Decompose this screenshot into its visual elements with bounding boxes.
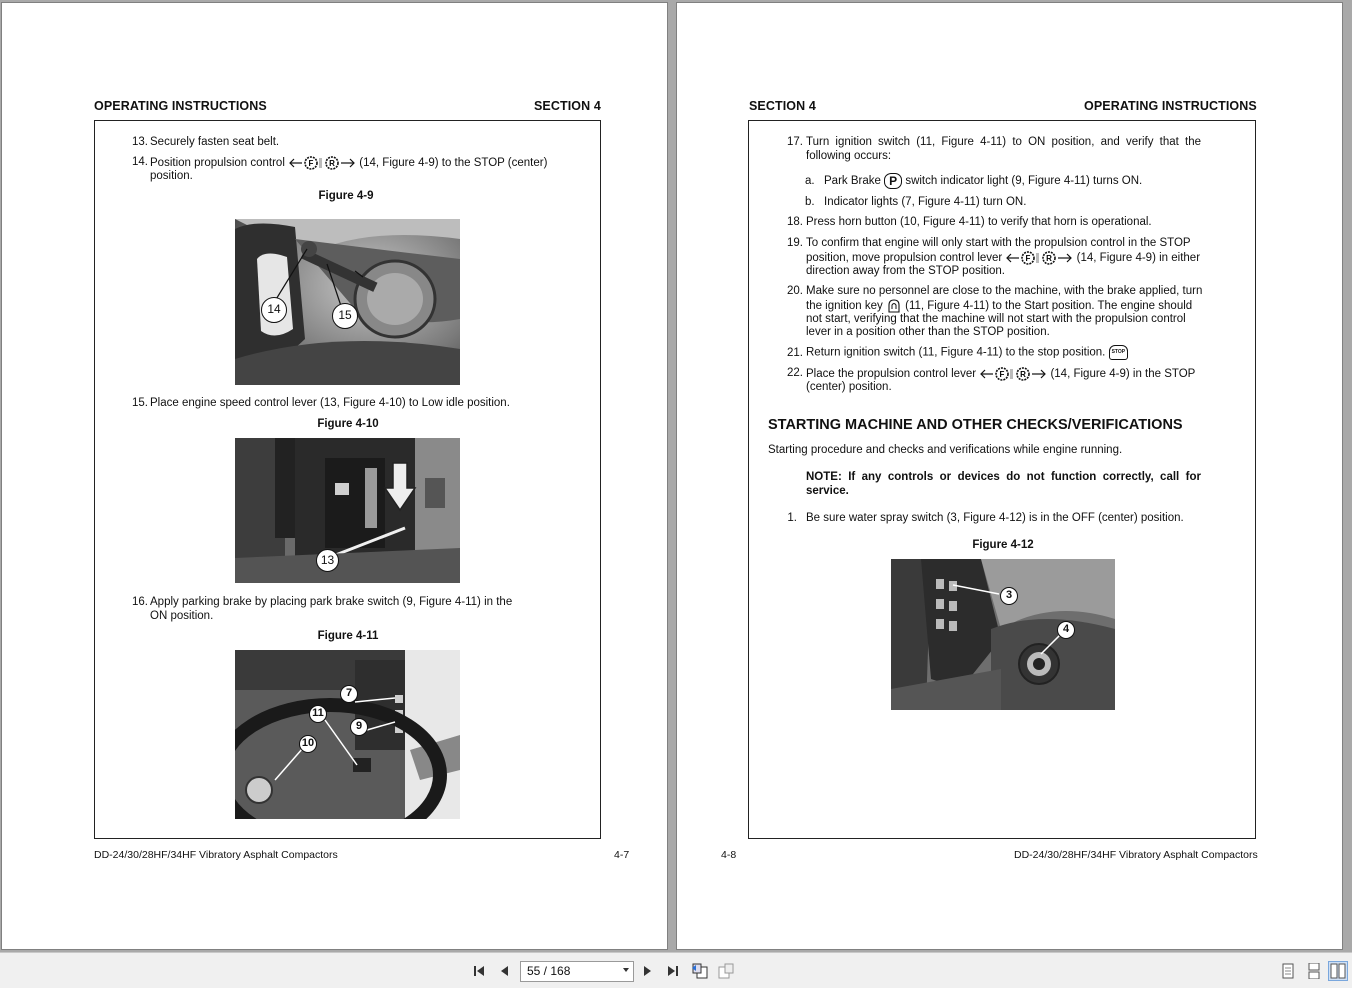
item-text-continued: the ignition key (11, Figure 4-11) to the Start position. The engine should [806, 300, 1193, 313]
next-page-button[interactable] [638, 961, 658, 981]
page-4-7 [1, 2, 668, 950]
next-page-icon [642, 964, 654, 978]
header-left: SECTION 4 [749, 99, 816, 113]
forward-view-icon [717, 963, 735, 979]
figure-caption: Figure 4-9 [318, 190, 374, 202]
page-4-8 [676, 2, 1343, 950]
item-number: 13. [132, 136, 148, 148]
header-right: OPERATING INSTRUCTIONS [1084, 99, 1257, 113]
go-forward-view-button[interactable] [716, 961, 736, 981]
section-intro: Starting procedure and checks and verifications while engine running. [768, 444, 1123, 456]
figure-4-9-image [235, 219, 460, 385]
svg-text:F: F [999, 370, 1005, 379]
figure-4-10-image [235, 438, 460, 583]
item-text-continued: not start, verifying that the machine will not start with the propulsion control [806, 313, 1186, 325]
last-page-icon [664, 964, 680, 978]
figure-4-11-image [235, 650, 460, 819]
svg-text:R: R [329, 159, 335, 168]
figure-caption: Figure 4-10 [317, 418, 379, 430]
page-number: 4-8 [721, 849, 737, 861]
stop-symbol-icon: STOP [1109, 345, 1129, 360]
propulsion-control-symbol-icon [288, 156, 356, 170]
item-text: Place the propulsion control lever F R (14, Figure 4-9) in the STOP [806, 368, 1196, 381]
sub-item-letter: b. [805, 196, 815, 208]
item-text: Return ignition switch (11, Figure 4-11) to the stop position. STOP [806, 345, 1128, 360]
facing-pages-view-button[interactable] [1328, 961, 1348, 981]
footer-title: DD-24/30/28HF/34HF Vibratory Asphalt Compactors [1014, 849, 1258, 861]
page-number: 4-7 [614, 849, 630, 861]
item-text-continued: position. [150, 170, 193, 182]
first-page-icon [472, 964, 488, 978]
sub-item-text: Park Brake P switch indicator light (9, Figure 4-11) turns ON. [824, 174, 1143, 188]
item-text: Securely fasten seat belt. [150, 136, 280, 148]
footer-title: DD-24/30/28HF/34HF Vibratory Asphalt Compactors [94, 849, 338, 861]
note-text: NOTE: If any controls or devices do not function correctly, call for [806, 471, 1201, 483]
propulsion-control-symbol-icon [979, 367, 1047, 381]
callout-3: 3 [1000, 587, 1018, 605]
callout-15: 15 [332, 303, 358, 329]
item-number: 22. [787, 367, 803, 379]
park-brake-p-icon: P [884, 173, 902, 189]
step-text: Be sure water spray switch (3, Figure 4-12) is in the OFF (center) position. [806, 512, 1184, 524]
callout-13: 13 [316, 549, 339, 572]
last-page-button[interactable] [662, 961, 682, 981]
item-text: Place engine speed control lever (13, Figure 4-10) to Low idle position. [150, 397, 510, 409]
item-number: 16. [132, 596, 148, 608]
callout-4: 4 [1057, 621, 1075, 639]
item-text-continued: direction away from the STOP position. [806, 265, 1006, 277]
item-text: Apply parking brake by placing park brake switch (9, Figure 4-11) in the [150, 596, 513, 608]
ignition-key-icon [886, 299, 902, 313]
item-text-continued: lever in a position other than the STOP position. [806, 326, 1050, 338]
item-number: 15. [132, 397, 148, 409]
callout-10: 10 [299, 735, 317, 753]
note-text-continued: service. [806, 485, 849, 497]
header-right: SECTION 4 [534, 99, 601, 113]
item-text-continued: ON position. [150, 610, 214, 622]
item-number: 18. [787, 216, 803, 228]
item-text: Press horn button (10, Figure 4-11) to verify that horn is operational. [806, 216, 1152, 228]
callout-7: 7 [340, 685, 358, 703]
item-text: Position propulsion control F R (14, Figure 4-9) to the STOP (center) [150, 157, 548, 170]
item-number: 19. [787, 237, 803, 249]
callout-9: 9 [350, 718, 368, 736]
header-left: OPERATING INSTRUCTIONS [94, 99, 267, 113]
go-back-view-button[interactable] [690, 961, 710, 981]
previous-page-button[interactable] [494, 961, 514, 981]
sub-item-text: Indicator lights (7, Figure 4-11) turn ON. [824, 196, 1027, 208]
svg-text:F: F [1026, 254, 1031, 263]
item-text: Make sure no personnel are close to the machine, with the brake applied, turn [806, 285, 1203, 297]
item-number: 20. [787, 285, 803, 297]
facing-pages-icon [1330, 963, 1346, 979]
figure-caption: Figure 4-12 [972, 539, 1034, 551]
svg-text:R: R [1020, 370, 1027, 379]
item-text-continued: position, move propulsion control lever F R (14, Figure 4-9) in either [806, 252, 1201, 265]
figure-4-12-image [891, 559, 1115, 710]
single-page-view-button[interactable] [1278, 961, 1298, 981]
single-page-icon [1281, 963, 1295, 979]
item-number: 14. [132, 156, 148, 168]
section-heading: STARTING MACHINE AND OTHER CHECKS/VERIFICATIONS [768, 417, 1183, 433]
sub-item-letter: a. [805, 175, 815, 187]
callout-14: 14 [261, 297, 287, 323]
first-page-button[interactable] [470, 961, 490, 981]
item-number: 17. [787, 136, 803, 148]
item-text-continued: following occurs: [806, 150, 892, 162]
continuous-view-button[interactable] [1304, 961, 1324, 981]
viewer-toolbar [0, 952, 1352, 988]
back-view-icon [691, 963, 709, 979]
figure-caption: Figure 4-11 [317, 630, 379, 642]
step-number: 1. [787, 512, 797, 524]
page-number-input[interactable]: 55 / 168 [520, 961, 634, 982]
item-number: 21. [787, 347, 803, 359]
item-text: To confirm that engine will only start with the propulsion control in the STOP [806, 237, 1191, 249]
continuous-page-icon [1307, 963, 1321, 979]
propulsion-control-symbol-icon [1005, 251, 1073, 265]
chevron-down-icon[interactable] [623, 968, 629, 972]
previous-page-icon [498, 964, 510, 978]
callout-11: 11 [309, 705, 327, 723]
svg-text:F: F [308, 159, 314, 168]
svg-text:R: R [1046, 254, 1053, 263]
item-text: Turn ignition switch (11, Figure 4-11) to ON position, and verify that the [806, 136, 1201, 148]
item-text-continued: (center) position. [806, 381, 892, 393]
